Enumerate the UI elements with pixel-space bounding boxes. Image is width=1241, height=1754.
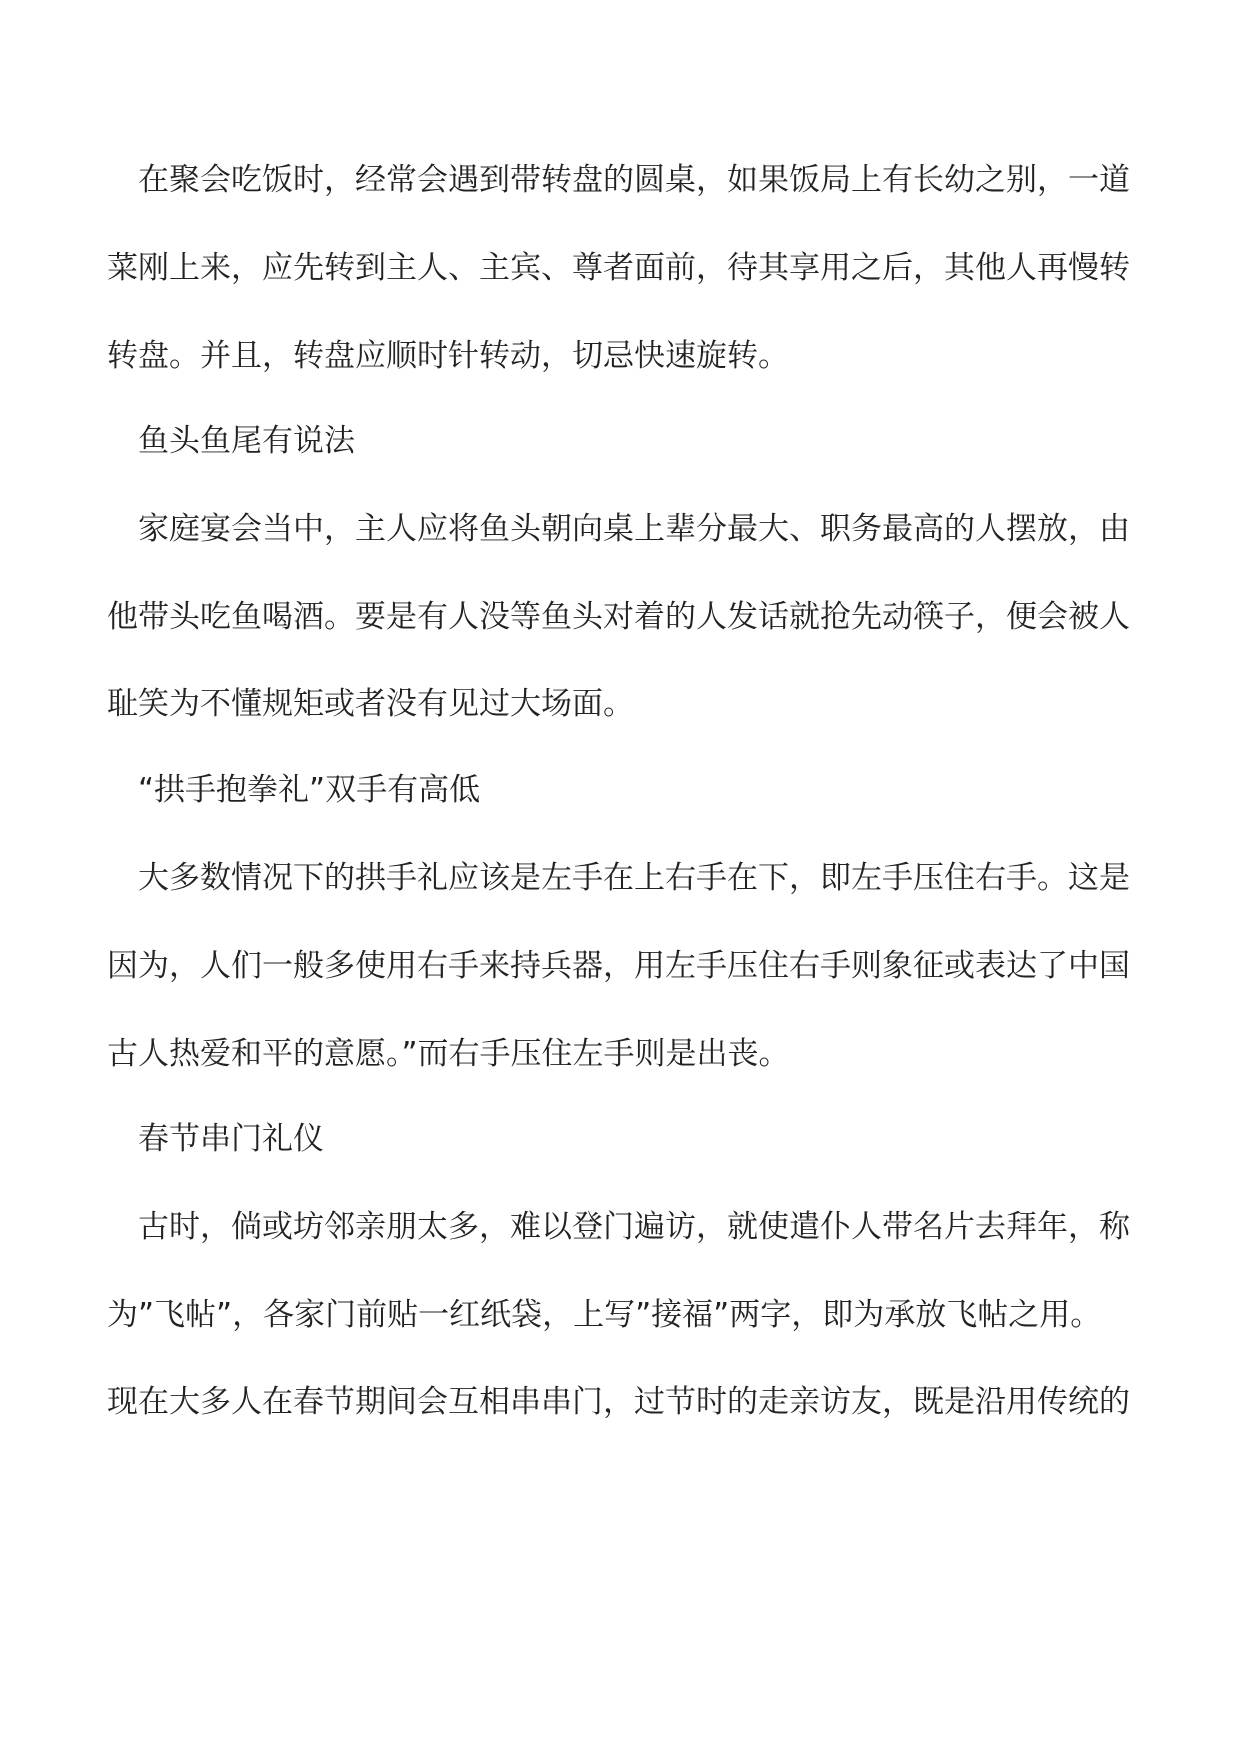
paragraph-3-line-2: 因为，人们一般多使用右手来持兵器，用左手压住右手则象征或表达了中国 [107,948,1130,984]
section-heading-spring-festival: 春节串门礼仪 [138,1121,324,1157]
paragraph-2-line-3: 耻笑为不懂规矩或者没有见过大场面。 [107,686,634,722]
paragraph-2-line-2: 他带头吃鱼喝酒。要是有人没等鱼头对着的人发话就抢先动筷子，便会被人 [107,599,1130,635]
section-heading-salute: “拱手抱拳礼”双手有高低 [138,772,481,808]
paragraph-1-line-1: 在聚会吃饭时，经常会遇到带转盘的圆桌，如果饭局上有长幼之别，一道 [138,162,1130,198]
paragraph-2-line-1: 家庭宴会当中，主人应将鱼头朝向桌上辈分最大、职务最高的人摆放，由 [138,511,1130,547]
paragraph-1-line-2: 菜刚上来，应先转到主人、主宾、尊者面前，待其享用之后，其他人再慢转 [107,250,1130,286]
section-heading-fish: 鱼头鱼尾有说法 [138,423,355,459]
paragraph-4-line-3: 现在大多人在春节期间会互相串串门，过节时的走亲访友，既是沿用传统的 [107,1384,1130,1420]
paragraph-1-line-3: 转盘。并且，转盘应顺时针转动，切忌快速旋转。 [107,338,789,374]
paragraph-4-line-1: 古时，倘或坊邻亲朋太多，难以登门遍访，就使遣仆人带名片去拜年，称 [138,1209,1130,1245]
paragraph-3-line-1: 大多数情况下的拱手礼应该是左手在上右手在下，即左手压住右手。这是 [138,860,1130,896]
paragraph-4-line-2: 为”飞帖”，各家门前贴一红纸袋，上写”接福”两字，即为承放飞帖之用。 [107,1297,1102,1333]
paragraph-3-line-3: 古人热爱和平的意愿。”而右手压住左手则是出丧。 [107,1036,790,1072]
